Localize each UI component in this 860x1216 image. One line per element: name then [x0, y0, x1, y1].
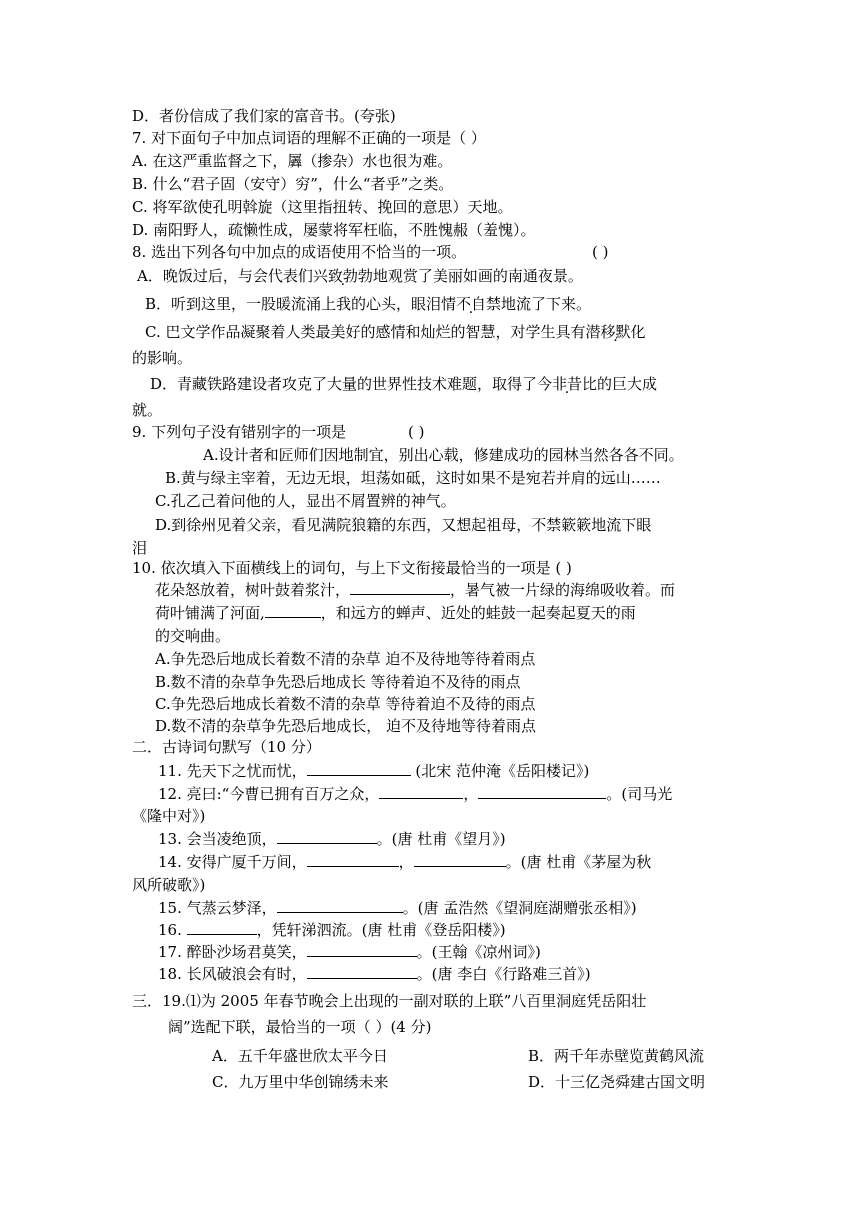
- q8-option-b: [145, 294, 591, 314]
- q11-blank[interactable]: [307, 761, 411, 776]
- question-7: 7. 对下面句子中加点词语的理解不正确的一项是（ ）: [132, 129, 486, 147]
- q8c-text: C. 巴文学作品凝聚着人类最美好的感情和灿烂的智慧，对学生具有: [145, 323, 586, 341]
- q12-blank-1[interactable]: [379, 784, 463, 799]
- q8-option-c-cont: 的影响。: [132, 349, 193, 367]
- q13-source: 。(唐 杜甫《望月》): [376, 830, 506, 848]
- q14-source: 。(唐 杜甫《茅屋为秋: [505, 853, 652, 871]
- q10-p1-text: 花朵怒放着，树叶鼓着浆汁，: [155, 581, 351, 599]
- question-14-cont: 风所破歌》): [132, 876, 206, 894]
- question-17: [158, 942, 541, 962]
- q15-source: 。(唐 孟浩然《望洞庭湖赠张丞相》): [402, 899, 637, 917]
- q10-passage-line2: [155, 603, 636, 623]
- q8-answer-paren: ( ): [592, 243, 609, 261]
- question-13: [158, 829, 506, 849]
- q16-number: 16.: [158, 921, 187, 939]
- q8d-dotted-idiom: 今非昔比: [537, 375, 598, 393]
- q10-option-c: C.争先恐后地成长着数不清的杂草 等待着迫不及待的雨点: [155, 695, 536, 713]
- q8a-text: A．晚饭过后，与会代表们: [137, 267, 313, 285]
- q9-option-a: A.设计者和匠师们因地制宜，别出心载，修建成功的园林当然各各不同。: [203, 446, 684, 464]
- q12-blank-2[interactable]: [478, 784, 606, 799]
- section-2-heading: 二．古诗词句默写（10 分）: [132, 738, 321, 756]
- q8b-dotted-idiom: 情不自禁: [441, 295, 502, 313]
- question-19-cont: 阔”选配下联，最恰当的一项（ ）(4 分): [168, 1018, 432, 1036]
- q18-blank[interactable]: [307, 964, 417, 979]
- q16-blank[interactable]: [187, 920, 257, 935]
- q10-passage-line3: 的交响曲。: [155, 627, 231, 645]
- q9-option-c: C.孔乙己着问他的人，显出不屑置辨的神气。: [155, 492, 456, 510]
- q11-source: (北宋 范仲淹《岳阳楼记》): [410, 762, 590, 780]
- question-12: [158, 784, 672, 804]
- q9-answer-paren: ( ): [408, 423, 425, 441]
- q7-option-a: A. 在这严重监督之下，羼（掺杂）水也很为难。: [132, 152, 453, 170]
- q15-text: 15. 气蒸云梦泽，: [158, 899, 277, 917]
- q19-option-c: C．九万里中华创锦绣未来: [212, 1073, 389, 1091]
- question-15: [158, 898, 637, 918]
- q17-text: 17. 醉卧沙场君莫笑，: [158, 943, 307, 961]
- q8d-text-end: 的巨大成: [597, 375, 658, 393]
- q19-option-d: D．十三亿尧舜建古国文明: [528, 1073, 706, 1091]
- q8c-dotted-idiom: 潜移默化: [585, 323, 646, 341]
- q9-option-d: D.到徐州见着父亲，看见满院狼籍的东西，又想起祖母，不禁簌簌地流下眼: [155, 516, 652, 534]
- q8a-dotted-idiom: 兴致勃勃: [312, 267, 373, 285]
- q10-p2-text-end: ，和远方的蝉声、近处的蛙鼓一起奏起夏天的雨: [320, 604, 636, 622]
- question-18: [158, 964, 591, 984]
- q10-p2-text: 荷叶铺满了河面,: [155, 604, 265, 622]
- q8b-text-end: 地流了下来。: [501, 295, 592, 313]
- q15-blank[interactable]: [277, 898, 403, 913]
- q8-option-c: [145, 322, 646, 342]
- q7-option-d: D. 南阳野人，疏懒性成，屡蒙将军枉临，不胜愧赧（羞愧）。: [132, 221, 536, 239]
- q12-source: 。(司马光: [606, 785, 673, 803]
- q11-text: 11. 先天下之忧而忧，: [158, 762, 307, 780]
- question-9: 9. 下列句子没有错别字的一项是: [132, 423, 347, 441]
- q8b-text: B．听到这里，一股暖流涌上我的心头，眼泪: [145, 295, 442, 313]
- q8d-text: D．青藏铁路建设者攻克了大量的世界性技术难题，取得了: [150, 375, 538, 393]
- q14-blank-2[interactable]: [414, 852, 506, 867]
- q10-option-d: D.数不清的杂草争先恐后地成长， 迫不及待地等待着雨点: [155, 717, 537, 735]
- q12-text: 12. 亮曰:“今曹已拥有百万之众，: [158, 785, 380, 803]
- q13-text: 13. 会当凌绝顶，: [158, 830, 277, 848]
- q8-option-a: [137, 266, 583, 286]
- question-8: 8. 选出下列各句中加点的成语使用不恰当的一项。: [132, 243, 467, 261]
- q9-option-d-cont: 泪: [132, 539, 148, 557]
- q12-comma: ，: [463, 785, 479, 803]
- q10-blank-2[interactable]: [265, 603, 321, 618]
- question-11: [158, 761, 589, 781]
- q8-option-d-cont: 就。: [132, 401, 163, 419]
- q19-option-b: B．两千年赤壁览黄鹤风流: [528, 1047, 705, 1065]
- question-16: [158, 920, 506, 940]
- q9-option-b: B.黄与绿主宰着，无边无垠，坦荡如砥，这时如果不是宛若并肩的远山……: [165, 469, 661, 487]
- q13-blank[interactable]: [277, 829, 377, 844]
- q10-option-b: B.数不清的杂草争先恐后地成长 等待着迫不及待的雨点: [155, 673, 521, 691]
- q18-text: 18. 长风破浪会有时，: [158, 965, 307, 983]
- q8-option-d: [150, 374, 657, 394]
- q8a-text-end: 地观赏了美丽如画的南通夜景。: [372, 267, 583, 285]
- q7-option-c: C. 将军欲使孔明斡旋（这里指扭转、挽回的意思）天地。: [132, 198, 513, 216]
- q6-option-d: D．者份信成了我们家的富音书。(夸张): [132, 107, 396, 125]
- question-14: [158, 852, 651, 872]
- q14-comma: ，: [398, 853, 414, 871]
- q14-blank-1[interactable]: [307, 852, 399, 867]
- question-12-cont: 《隆中对》): [132, 807, 206, 825]
- q14-text: 14. 安得广厦千万间，: [158, 853, 307, 871]
- q10-blank-1[interactable]: [350, 580, 450, 595]
- q18-source: 。(唐 李白《行路难三首》): [416, 965, 591, 983]
- q10-option-a: A.争先恐后地成长着数不清的杂草 迫不及待地等待着雨点: [155, 650, 536, 668]
- question-10: 10. 依次填入下面横线上的词句，与上下文衔接最恰当的一项是 ( ): [132, 559, 572, 577]
- q7-option-b: B. 什么“君子固（安守）穷”，什么“者乎”之类。: [132, 175, 454, 193]
- q17-blank[interactable]: [307, 942, 417, 957]
- q19-option-a: A．五千年盛世欣太平今日: [212, 1047, 388, 1065]
- q10-passage-line1: [155, 580, 675, 600]
- q10-p1-text-end: ，暑气被一片绿的海绵吸收着。而: [450, 581, 676, 599]
- q16-text: ，凭轩涕泗流。(唐 杜甫《登岳阳楼》): [256, 921, 506, 939]
- question-19: 三．19.⑴为 2005 年春节晚会上出现的一副对联的上联”八百里洞庭凭岳阳壮: [132, 992, 647, 1010]
- q17-source: 。(王翰《凉州词》): [416, 943, 541, 961]
